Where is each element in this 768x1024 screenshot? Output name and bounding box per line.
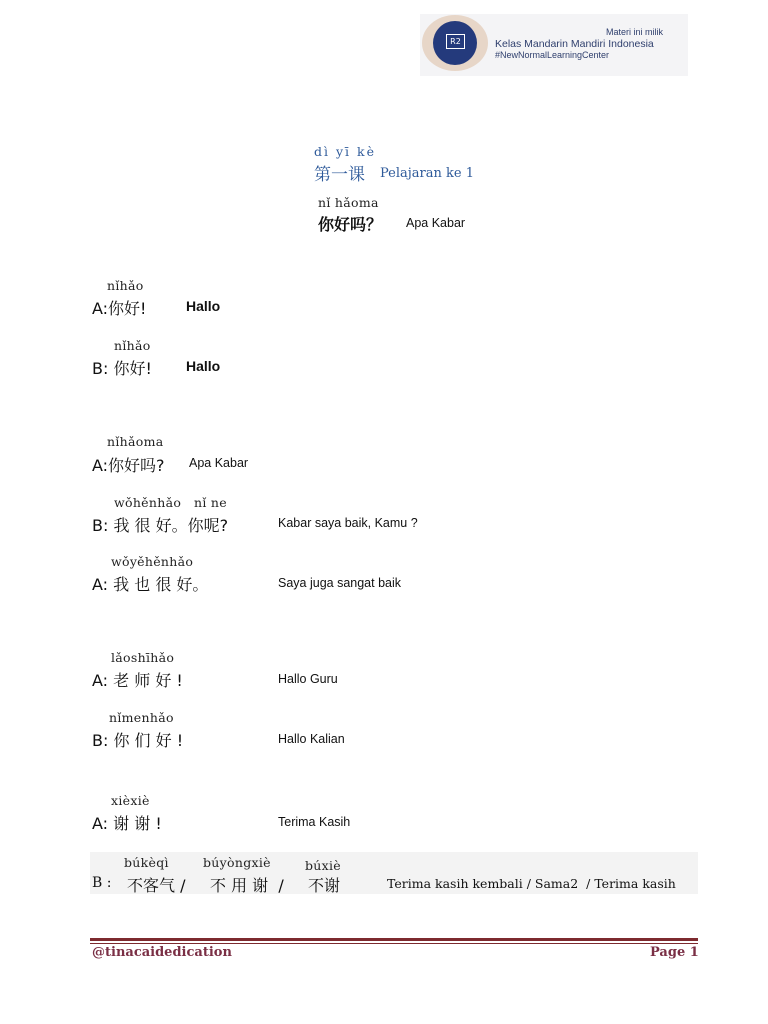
dialogue-meaning: Hallo Kalian	[278, 732, 345, 746]
dialogue-pinyin: lǎoshīhǎo	[111, 650, 175, 665]
footer-handle: @tinacaidedication	[92, 945, 232, 960]
dialogue-pinyin: wǒhěnhǎo nǐ ne	[114, 495, 227, 510]
dialogue-text: B: 我 很 好。你呢?	[92, 516, 229, 535]
dialogue-text: A: 谢 谢 !	[92, 814, 162, 833]
dialogue-text: A:你好!	[92, 299, 147, 318]
dialogue-text: A: 我 也 很 好。	[92, 575, 209, 594]
dialogue-meaning: Hallo Guru	[278, 672, 338, 686]
dialogue-meaning: Apa Kabar	[189, 456, 249, 470]
title-hanzi: 第一课	[314, 165, 365, 185]
last-pinyin-2: búyòngxiè	[203, 855, 271, 870]
logo-mark: R2	[446, 34, 465, 49]
dialogue-pinyin: nǐhǎo	[107, 278, 144, 293]
logo-emblem	[422, 15, 488, 71]
last-hanzi-1: 不客气 /	[127, 876, 186, 895]
footer-divider-thin	[90, 943, 698, 944]
logo-owner-line: Materi ini milik	[606, 27, 664, 37]
last-hanzi-3: 不谢	[308, 876, 341, 895]
dialogue-text: B: 你 们 好 !	[92, 731, 184, 750]
dialogue-text: A: 老 师 好 !	[92, 671, 183, 690]
dialogue-meaning: Hallo	[186, 298, 221, 314]
last-pinyin-1: búkèqì	[124, 855, 169, 870]
dialogue-pinyin: wǒyěhěnhǎo	[111, 554, 194, 569]
dialogue-meaning: Kabar saya baik, Kamu ?	[278, 516, 418, 530]
subtitle-meaning: Apa Kabar	[406, 216, 466, 230]
dialogue-meaning: Terima Kasih	[278, 815, 351, 829]
title-meaning: Pelajaran ke 1	[380, 166, 474, 181]
last-hanzi-2: 不 用 谢 /	[210, 876, 284, 895]
dialogue-meaning: Hallo	[186, 358, 221, 374]
logo-hashtag: #NewNormalLearningCenter	[495, 50, 610, 60]
dialogue-pinyin: xièxiè	[111, 793, 150, 808]
last-speaker: B :	[92, 875, 112, 891]
dialogue-pinyin: nǐhǎoma	[107, 434, 164, 449]
title-pinyin: dì yī kè	[314, 144, 376, 159]
dialogue-text: A:你好吗?	[92, 456, 165, 475]
dialogue-pinyin: nǐhǎo	[114, 338, 151, 353]
subtitle-pinyin: nǐ hǎoma	[318, 195, 379, 210]
last-pinyin-3: búxiè	[305, 858, 341, 873]
dialogue-pinyin: nǐmenhǎo	[109, 710, 174, 725]
subtitle-hanzi: 你好吗？	[318, 215, 383, 234]
logo-org-name: Kelas Mandarin Mandiri Indonesia	[495, 38, 654, 50]
dialogue-text: B: 你好!	[92, 359, 152, 378]
page-number: Page 1	[650, 945, 699, 960]
dialogue-meaning: Saya juga sangat baik	[278, 576, 402, 590]
footer-divider	[90, 938, 698, 941]
last-meaning: Terima kasih kembali / Sama2 / Terima kasih	[387, 876, 676, 891]
